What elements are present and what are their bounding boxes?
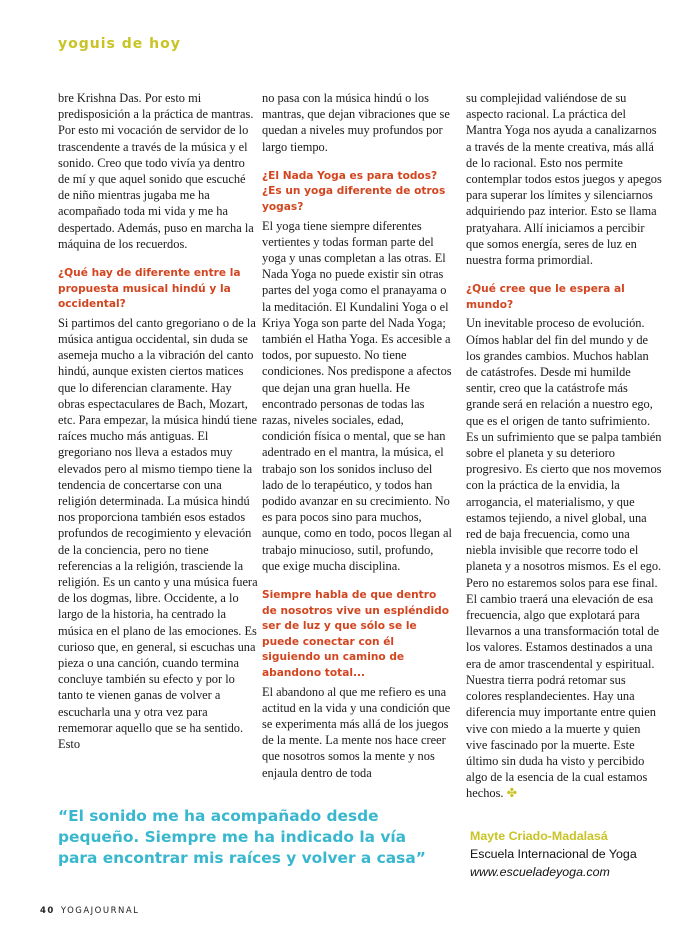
article-column-2 bbox=[262, 90, 454, 781]
author-credit bbox=[470, 827, 670, 881]
article-column-1 bbox=[58, 90, 258, 752]
interview-question: ¿El Nada Yoga es para todos? ¿Es un yoga diferente de otros yogas? bbox=[262, 169, 446, 213]
paragraph: El yoga tiene siempre diferentes vertientes y todas forman parte del yoga y unas completan a las otras. El Nada Yoga no puede existir sin otras partes del yoga como el pranayama o la meditación. El Kundalini Yoga o el Kriya Yoga son parte del Nada Yoga; también el Hatha Yoga. Es accesible a todos, por supuesto. No tiene condiciones. Nos predispone a afectos que dejan una gran huella. He encontrado personas de todas las razas, niveles sociales, edad, condición física o mental, que se han adentrado en el mantra, la música, el trabajo son los sonidos incluso del lado de lo terapéutico, y todos han podido avanzar en su crecimiento. No es para pocos sino para muchos, aunque, como en todo, pocos llegan al trabajo minucioso, sutil, profundo, que exige mucha disciplina. bbox=[262, 218, 452, 573]
website-link[interactable]: www.escueladeyoga.com bbox=[470, 865, 610, 879]
paragraph: su complejidad valiéndose de su aspecto racional. La práctica del Mantra Yoga nos ayuda a canalizarnos a través de la mente creativa, más allá de lo racional. Esto nos permite contemplar todos estos juegos y apegos para superar los límites y silenciarnos adquiriendo paz interior. Esto se llama pratyahara. Allí iniciamos a percibir que somos energía, seres de luz en nuestra forma primordial. bbox=[466, 91, 662, 268]
page-footer bbox=[40, 906, 139, 916]
page-number: 40 bbox=[40, 906, 55, 916]
end-mark-icon: ✤ bbox=[506, 786, 518, 801]
paragraph: Si partimos del canto gregoriano o de la música antigua occidental, sin duda se asemeja mucho a la vibración del canto hindú, aunque existen ciertos matices que lo diferencian claramente. Hay obras espectaculares de Bach, Mozart, etc. Para empezar, la música hindú tiene raíces mucho más antiguas. El gregoriano nos lleva a estados muy elevados pero al mismo tiempo tiene la tendencia de concertarse con una religión determinada. La música hindú nos proporciona también esos estados profundos de recogimiento y elevación de la conciencia, pero no tiene referencias a la religión, trasciende la religión. Es un canto y una música fuera de los dogmas, libre. Occidente, a lo largo de la historia, ha centrado la música en el plano de las emociones. Es curioso que, en general, si escuchas una pieza o una canción, cuando termina concluye también su efecto y por lo tanto te vienen ganas de volver a escucharla una y otra vez para rememorar aquello que se ha sentido. Esto bbox=[58, 315, 258, 752]
paragraph: no pasa con la música hindú o los mantras, que dejan vibraciones que se quedan a niveles muy profundos por largo tiempo. bbox=[262, 91, 450, 154]
school-name: Escuela Internacional de Yoga bbox=[470, 847, 637, 861]
paragraph bbox=[466, 315, 662, 801]
magazine-name: YOGAJOURNAL bbox=[60, 906, 140, 916]
pull-quote: “El sonido me ha acompañado desde pequeño. Siempre me ha indicado la vía para encontrar mis raíces y volver a casa” bbox=[58, 807, 426, 867]
article-column-3 bbox=[466, 90, 662, 802]
paragraph: El abandono al que me refiero es una actitud en la vida y una condición que se experimenta más allá de los juegos de la mente. La mente nos hace creer que nosotros somos la mente y nos enjaula dentro de toda bbox=[262, 684, 451, 780]
interview-question: ¿Qué cree que le espera al mundo? bbox=[466, 283, 625, 311]
section-title: yoguis de hoy bbox=[58, 36, 181, 52]
paragraph-text: Un inevitable proceso de evolución. Oímos hablar del fin del mundo y de los grandes cambios. Muchos hablan de catástrofes. Desde mi humilde sentir, creo que la catástrofe más grande será en relación a nuestro ego, que es el origen de tanto sufrimiento. Es un sufrimiento que se palpa también sobre el planeta y su deterioro progresivo. Es cierto que nos movemos con la práctica de la envidia, la arrogancia, el materialismo, y que estamos tejiendo, a nivel global, una red de baja frecuencia, como una niebla invisible que recorre todo el planeta y a nosotros mismos. Es el ego. Pero no estaremos solos para ese final. El cambio traerá una elevación de esa frecuencia, algo que explotará para llevarnos a una transformación total de los valores. Estamos destinados a una era de amor trascendental y espiritual. Nuestra tierra podrá retomar sus colores resplandecientes. Hay una diferencia muy importante entre quien vive con miedo a la muerte y quien vive fascinado por la muerte. Este último sin duda ha visto y percibido algo de la esencia de la cual estamos hechos. bbox=[466, 316, 662, 801]
interview-question: Siempre habla de que dentro de nosotros vive un espléndido ser de luz y que sólo se le puede conectar con él siguiendo un camino de abandono total... bbox=[262, 589, 450, 680]
paragraph: bre Krishna Das. Por esto mi predisposición a la práctica de mantras. Por esto mi vocación de servidor de lo trascendente a través de la música y el sonido. Creo que todo vivía ya dentro de mí y que aquel sonido que escuché de niño mientras jugaba me ha acompañado toda mi vida y me ha despertado. Además, puso en marcha la máquina de los recuerdos. bbox=[58, 91, 254, 251]
author-name: Mayte Criado-Madalasá bbox=[470, 829, 608, 843]
interview-question: ¿Qué hay de diferente entre la propuesta musical hindú y la occidental? bbox=[58, 267, 241, 311]
